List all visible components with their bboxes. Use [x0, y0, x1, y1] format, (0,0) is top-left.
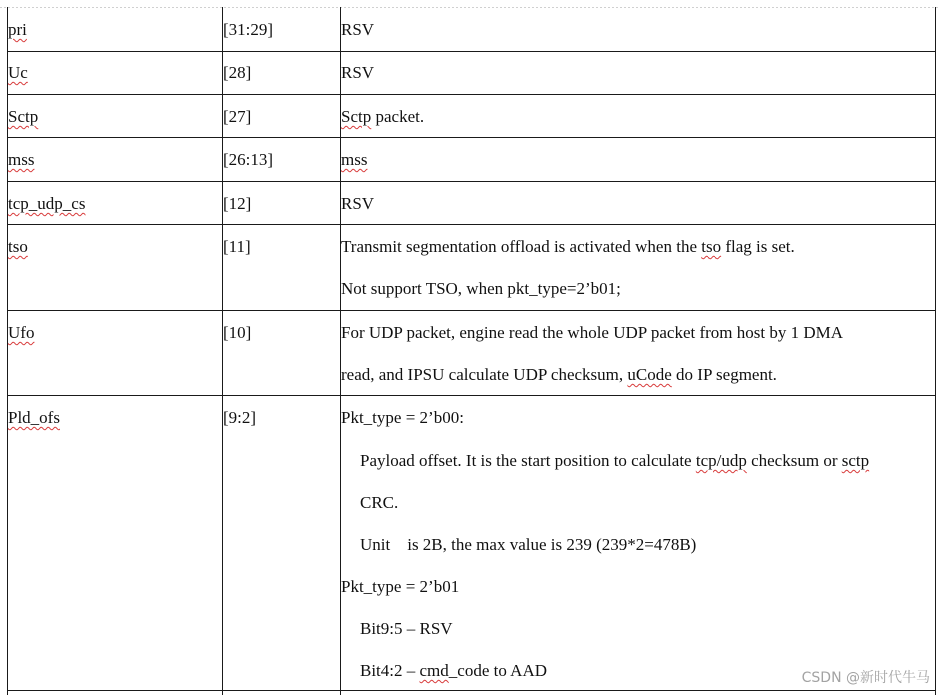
field-desc: Pkt_type = 2’b00:	[341, 408, 464, 427]
field-desc	[341, 365, 777, 385]
desc-text: flag is set.	[721, 237, 795, 256]
watermark: CSDN @新时代牛马	[801, 670, 930, 686]
field-bits: [31:29]	[223, 20, 274, 39]
desc-term: cmd	[419, 661, 449, 680]
field-bits: [10]	[223, 323, 252, 342]
field-name: Pld_ofs	[8, 408, 60, 427]
field-name: mss	[8, 150, 35, 169]
field-desc	[360, 661, 547, 681]
field-desc: RSV	[341, 63, 375, 82]
field-name: Sctp	[8, 107, 39, 126]
desc-text: Bit4:2 –	[360, 661, 420, 680]
field-bits: [28]	[223, 63, 252, 82]
field-desc: Not support TSO, when pkt_type=2’b01;	[341, 279, 621, 298]
field-desc: RSV	[341, 20, 375, 39]
desc-text: read, and IPSU calculate UDP checksum,	[341, 365, 628, 384]
field-bits: [27]	[223, 107, 252, 126]
field-desc: Bit9:5 – RSV	[360, 619, 453, 638]
desc-text: Transmit segmentation offload is activated when the	[341, 237, 702, 256]
desc-text: do IP segment.	[671, 365, 777, 384]
desc-text: checksum or	[746, 451, 842, 470]
field-bits: [12]	[223, 194, 252, 213]
field-desc: Pkt_type = 2’b01	[341, 577, 460, 596]
desc-term: sctp	[841, 451, 870, 470]
field-desc: mss	[341, 150, 368, 169]
desc-term: tcp/udp	[695, 451, 747, 470]
field-name: pri	[8, 20, 27, 39]
field-desc	[341, 107, 424, 127]
field-name: Ufo	[8, 323, 35, 342]
desc-term: Sctp	[341, 107, 372, 126]
desc-text: packet.	[375, 107, 425, 126]
field-desc: Unit is 2B, the max value is 239 (239*2=478B)	[360, 535, 697, 554]
field-bits: [9:2]	[223, 408, 257, 427]
field-desc: For UDP packet, engine read the whole UDP packet from host by 1 DMA	[341, 323, 844, 342]
desc-text: Payload offset. It is the start position to calculate	[360, 451, 696, 470]
field-desc: CRC.	[360, 493, 399, 512]
field-name: Uc	[8, 63, 28, 82]
desc-term: tso	[701, 237, 722, 256]
field-name: tso	[8, 237, 28, 256]
field-desc	[341, 237, 795, 257]
field-desc: RSV	[341, 194, 375, 213]
field-bits: [26:13]	[223, 150, 274, 169]
field-desc	[360, 451, 869, 471]
field-bits: [11]	[223, 237, 251, 256]
desc-term: uCode	[627, 365, 672, 384]
field-name: tcp_udp_cs	[8, 194, 86, 213]
desc-text: _code to AAD	[448, 661, 548, 680]
